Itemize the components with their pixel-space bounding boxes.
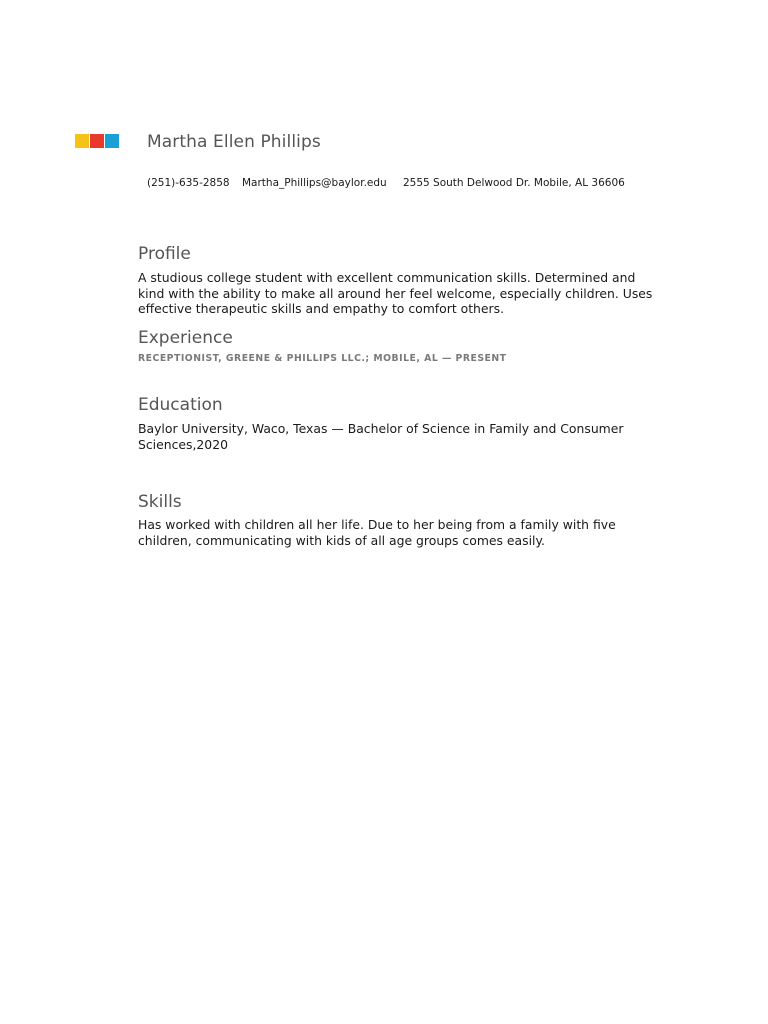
education-heading: Education <box>138 395 223 415</box>
skills-heading: Skills <box>138 492 182 512</box>
contact-phone: (251)-635-2858 <box>147 177 230 189</box>
experience-job-line: RECEPTIONIST, GREENE & PHILLIPS LLC.; MOBILE, AL — PRESENT <box>138 353 507 364</box>
contact-address: 2555 South Delwood Dr. Mobile, AL 36606 <box>403 177 625 189</box>
logo-block-blue <box>105 134 119 148</box>
logo-block-yellow <box>75 134 89 148</box>
skills-text: Has worked with children all her life. Due to her being from a family with five children, communicating with kids of all age groups comes easily. <box>138 517 616 548</box>
logo-color-blocks <box>75 134 119 148</box>
profile-text: A studious college student with excellent communication skills. Determined and kind with the ability to make all around her feel welcome, especially children. Uses effective therapeutic skills and empathy to comfort others. <box>138 270 653 316</box>
logo-block-red <box>90 134 104 148</box>
contact-email: Martha_Phillips@baylor.edu <box>242 177 387 189</box>
resume-name: Martha Ellen Phillips <box>147 132 321 152</box>
experience-heading: Experience <box>138 328 233 348</box>
profile-heading: Profile <box>138 244 191 264</box>
contact-line <box>147 177 625 189</box>
education-text: Baylor University, Waco, Texas — Bachelor of Science in Family and Consumer Sciences,2020 <box>138 421 624 452</box>
